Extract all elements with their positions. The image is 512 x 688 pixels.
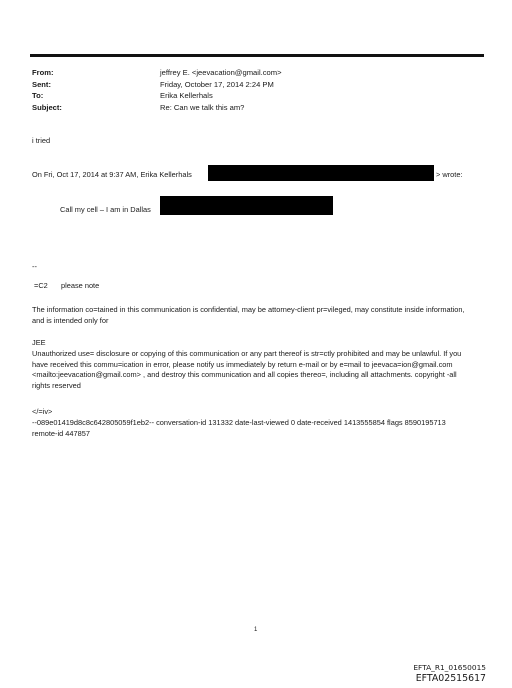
header-rule — [30, 54, 484, 57]
redaction-box — [160, 196, 333, 215]
jee-line: JEE — [32, 338, 46, 347]
footer-reference-2: EFTA02515617 — [415, 673, 486, 684]
reply-text: i tried — [32, 136, 51, 145]
note-code: =C2 — [34, 281, 48, 290]
sent-label: Sent: — [32, 79, 51, 89]
quote-intro: On Fri, Oct 17, 2014 at 9:37 AM, Erika Kellerhals — [32, 170, 192, 179]
conversation-metadata: --089e01419d8c8c642805059f1eb2-- conversation-id 131332 date-last-viewed 0 date-received 1413555854 flags 8590195713 remote-id 447857 — [32, 418, 446, 438]
to-label: To: — [32, 91, 44, 100]
div-close-tag: </=iv> — [32, 407, 53, 416]
email-header — [32, 67, 282, 113]
quoted-message: Call my cell – I am in Dallas — [60, 205, 151, 214]
quote-suffix: > wrote: — [436, 170, 463, 179]
from-row — [32, 67, 282, 79]
confidentiality-notice: The information co=tained in this communication is confidential, may be attorney-client pr=vileged, may constitute inside information, and is intended only for — [32, 305, 465, 325]
footer-reference-1: EFTA_R1_01650015 — [413, 663, 486, 672]
subject-label: Subject: — [32, 102, 62, 112]
signature-dashes: -- — [32, 262, 37, 271]
sent-value: Friday, October 17, 2014 2:24 PM — [160, 79, 274, 89]
page-number: 1 — [254, 627, 258, 633]
unauthorized-notice: Unauthorized use= disclosure or copying of this communication or any part thereof is str=ctly prohibited and may be unlawful. If you have received this commu=ication in error, please notify us immediately by return e-mail or by e=mail to jeevaca=ion@gmail.com <mailto:jeevacation@gmail.com> , and destroy this communication and all copies thereo=, including all attachments. copyright -all rights reserved — [32, 349, 462, 390]
sent-row — [32, 79, 282, 91]
subject-value: Re: Can we talk this am? — [160, 102, 245, 112]
to-value: Erika Kellerhals — [160, 91, 213, 100]
from-label: From: — [32, 68, 54, 77]
note-text: please note — [61, 281, 100, 290]
to-row — [32, 90, 282, 102]
from-value: jeffrey E. <jeevacation@gmail.com> — [160, 68, 282, 77]
redaction-box — [208, 165, 434, 181]
subject-row — [32, 102, 282, 114]
